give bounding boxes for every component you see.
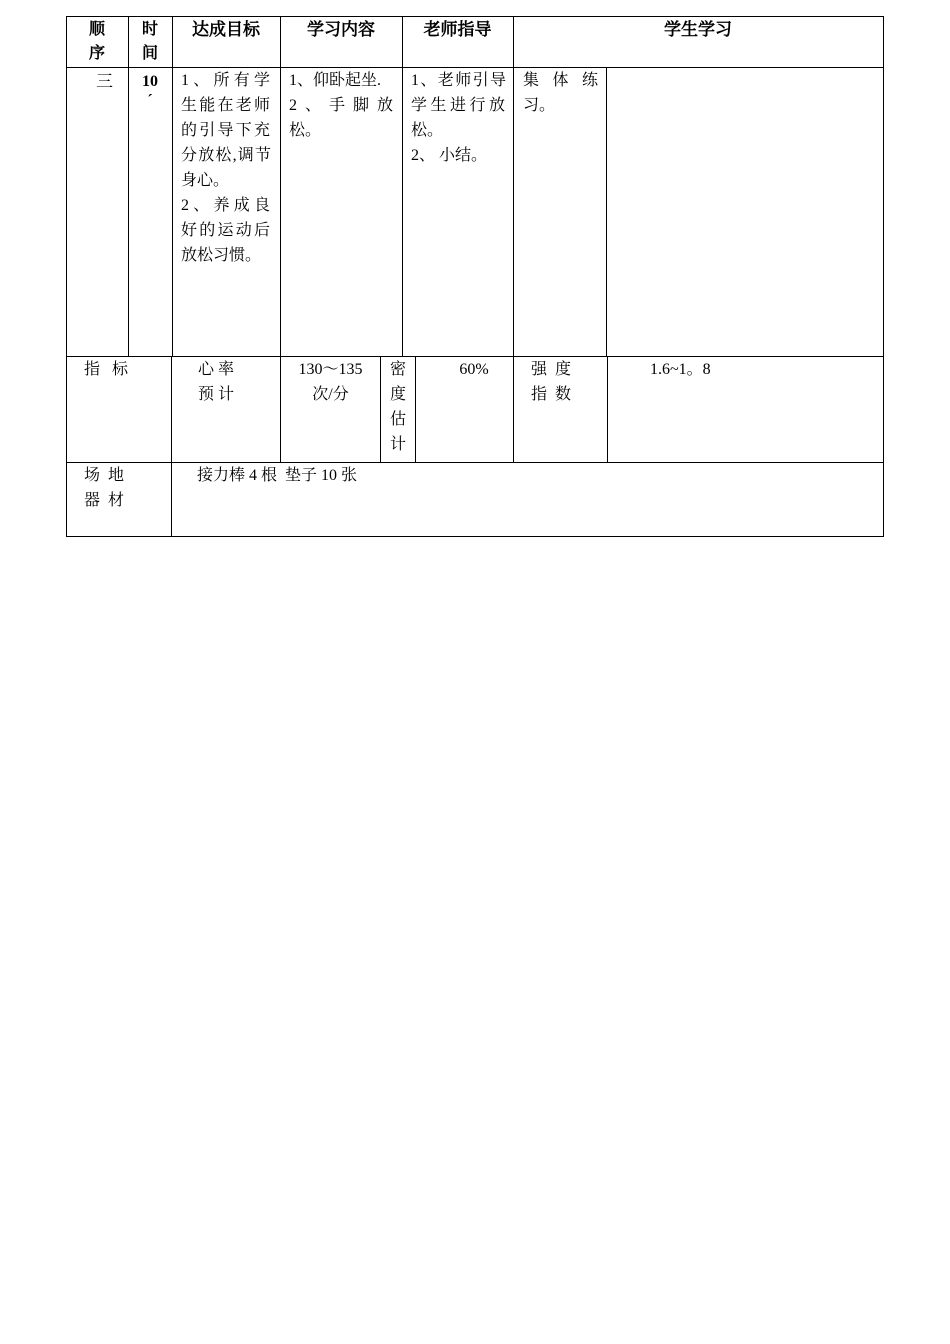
row-goal [181,68,271,268]
heart-rate-label [198,357,268,407]
header-time-line-1: 时 [141,21,158,38]
col-divider-student-inner [606,67,607,356]
heart-rate-value [281,357,380,407]
venue-label-line-2: 器 材 [84,492,125,509]
ind-divider-1 [171,356,172,462]
content-line-1: 1、仰卧起坐. [289,72,382,89]
table-border-top [66,16,884,17]
header-content: 学习内容 [307,20,375,39]
row-order: 三 [96,72,113,91]
venue-label-line-1: 场 地 [84,467,125,484]
table-border-bottom [66,536,884,537]
goal-line-3: 的引导下充 [181,122,271,139]
table-border-left [66,16,67,537]
header-time-line-2: 间 [141,45,158,62]
teacher-line-4: 2、 小结。 [411,147,488,164]
heart-rate-value-line-2: 次/分 [312,386,349,403]
header-order [66,18,128,66]
student-line-2: 习。 [523,97,556,114]
header-time [128,18,172,66]
heart-rate-label-line-2: 预 计 [198,386,235,403]
density-label-3: 估 [389,411,406,428]
goal-line-8: 放松习惯。 [181,247,262,264]
col-divider-time [172,16,173,356]
intensity-label-line-2: 指 数 [531,386,572,403]
density-label [381,357,415,457]
intensity-value: 1.6~1。8 [650,361,711,378]
heart-rate-label-line-1: 心 率 [198,361,235,378]
venue-divider [171,462,172,536]
goal-line-5: 身心。 [181,172,230,189]
content-line-3: 松。 [289,122,322,139]
row-time-value: 10 [142,73,158,90]
header-order-line-1: 顺 [88,21,105,38]
row-teacher [411,68,506,168]
goal-line-1: 1、所有学 [181,72,271,89]
intensity-label [531,357,605,407]
goal-line-6: 2、养成良 [181,197,271,214]
density-label-2: 度 [389,386,406,403]
indicator-label: 指 标 [84,361,129,378]
venue-value: 接力棒 4 根 垫子 10 张 [197,467,358,484]
header-student: 学生学习 [664,20,732,39]
row-content [289,68,394,143]
intensity-label-line-1: 强 度 [531,361,572,378]
student-line-1: 集 体 练 [523,72,599,89]
col-divider-teacher [513,16,514,356]
goal-line-7: 好的运动后 [181,222,271,239]
col-divider-content [402,16,403,356]
ind-divider-6 [607,356,608,462]
density-label-1: 密 [389,361,406,378]
goal-line-2: 生能在老师 [181,97,271,114]
content-line-2: 2、手脚放 [289,97,394,114]
teacher-line-2: 学生进行放 [411,97,506,114]
density-value: 60% [459,361,489,378]
col-divider-goal [280,16,281,356]
col-divider-order [128,16,129,356]
row-time [128,69,172,108]
header-order-line-2: 序 [88,45,105,62]
teacher-line-1: 1、老师引导 [411,72,506,89]
venue-label [84,463,164,513]
row-time-mark: ´ [147,92,153,108]
table-border-right [883,16,884,537]
heart-rate-value-line-1: 130～135 [298,361,363,378]
header-teacher: 老师指导 [423,20,492,39]
row-student [523,68,599,118]
header-goal: 达成目标 [192,20,260,39]
density-label-4: 计 [389,436,406,453]
goal-line-4: 分放松,调节 [181,147,271,164]
teacher-line-3: 松。 [411,122,444,139]
